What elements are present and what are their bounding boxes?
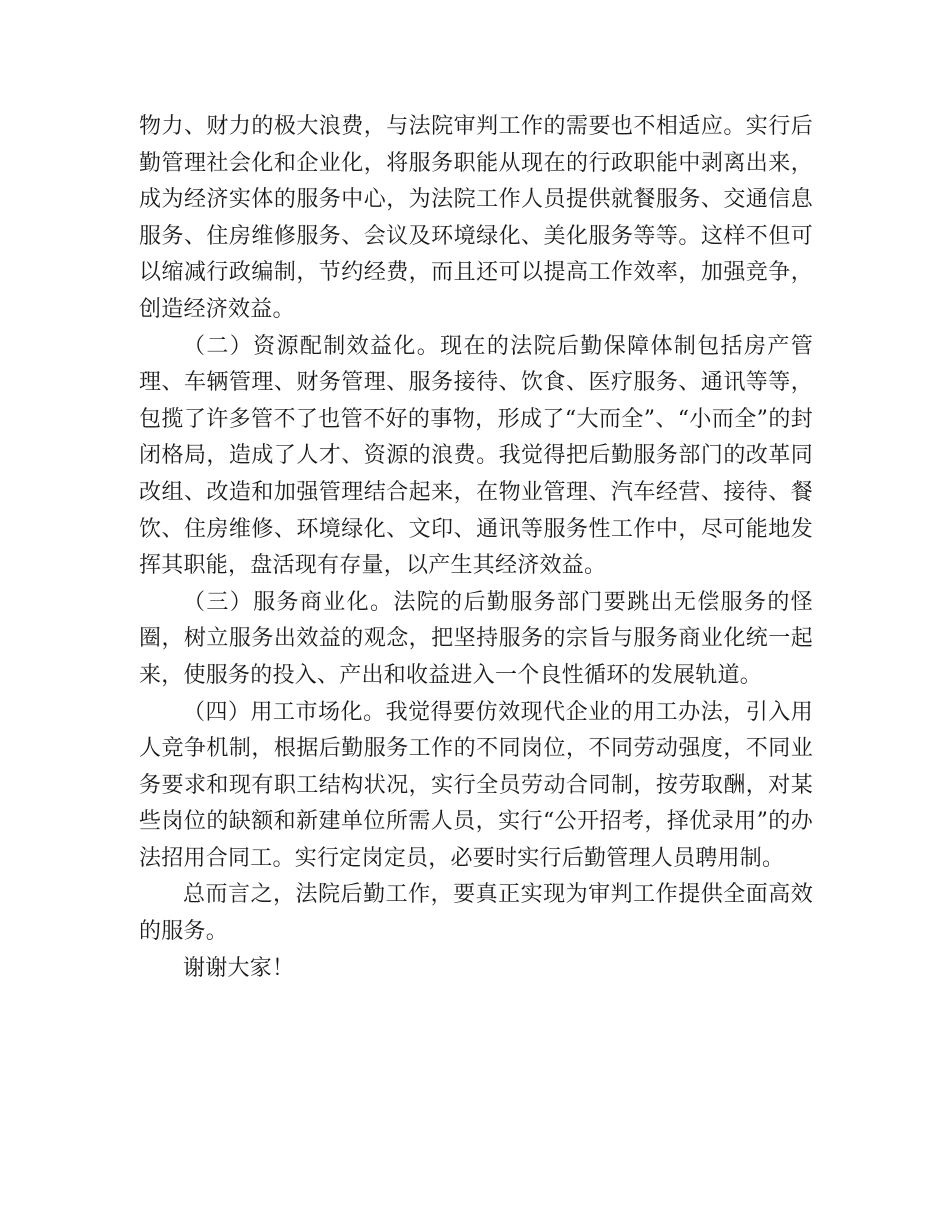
document-body — [139, 109, 813, 987]
paragraph-continuation: 物力、财力的极大浪费，与法院审判工作的需要也不相适应。实行后勤管理社会化和企业化，将服务职能从现在的行政职能中剥离出来，成为经济实体的服务中心，为法院工作人员提供就餐服务、交通信息服务、住房维修服务、会议及环境绿化、美化服务等等。这样不但可以缩减行政编制，节约经费，而且还可以提高工作效率，加强竞争，创造经济效益。 — [139, 114, 813, 322]
paragraph-thanks: 谢谢大家！ — [183, 955, 295, 981]
paragraph-conclusion: 总而言之，法院后勤工作，要真正实现为审判工作提供全面高效的服务。 — [139, 882, 813, 945]
paragraph-employment-marketization: （四）用工市场化。我觉得要仿效现代企业的用工办法，引入用人竞争机制，根据后勤服务工作的不同岗位，不同劳动强度，不同业务要求和现有职工结构状况，实行全员劳动合同制，按劳取酬，对某些岗位的缺额和新建单位所需人员，实行“公开招考，择优录用”的办法招用合同工。实行定岗定员，必要时实行后勤管理人员聘用制。 — [139, 699, 813, 871]
paragraph-resource-allocation: （二）资源配制效益化。现在的法院后勤保障体制包括房产管理、车辆管理、财务管理、服务接待、饮食、医疗服务、通讯等等，包揽了许多管不了也管不好的事物，形成了“大而全”、“小而全”的封闭格局，造成了人才、资源的浪费。我觉得把后勤服务部门的改革同改组、改造和加强管理结合起来，在物业管理、汽车经营、接待、餐饮、住房维修、环境绿化、文印、通讯等服务性工作中，尽可能地发挥其职能，盘活现有存量，以产生其经济效益。 — [139, 333, 813, 579]
paragraph-service-commercialization: （三）服务商业化。法院的后勤服务部门要跳出无偿服务的怪圈，树立服务出效益的观念，把坚持服务的宗旨与服务商业化统一起来，使服务的投入、产出和收益进入一个良性循环的发展轨道。 — [139, 589, 813, 688]
